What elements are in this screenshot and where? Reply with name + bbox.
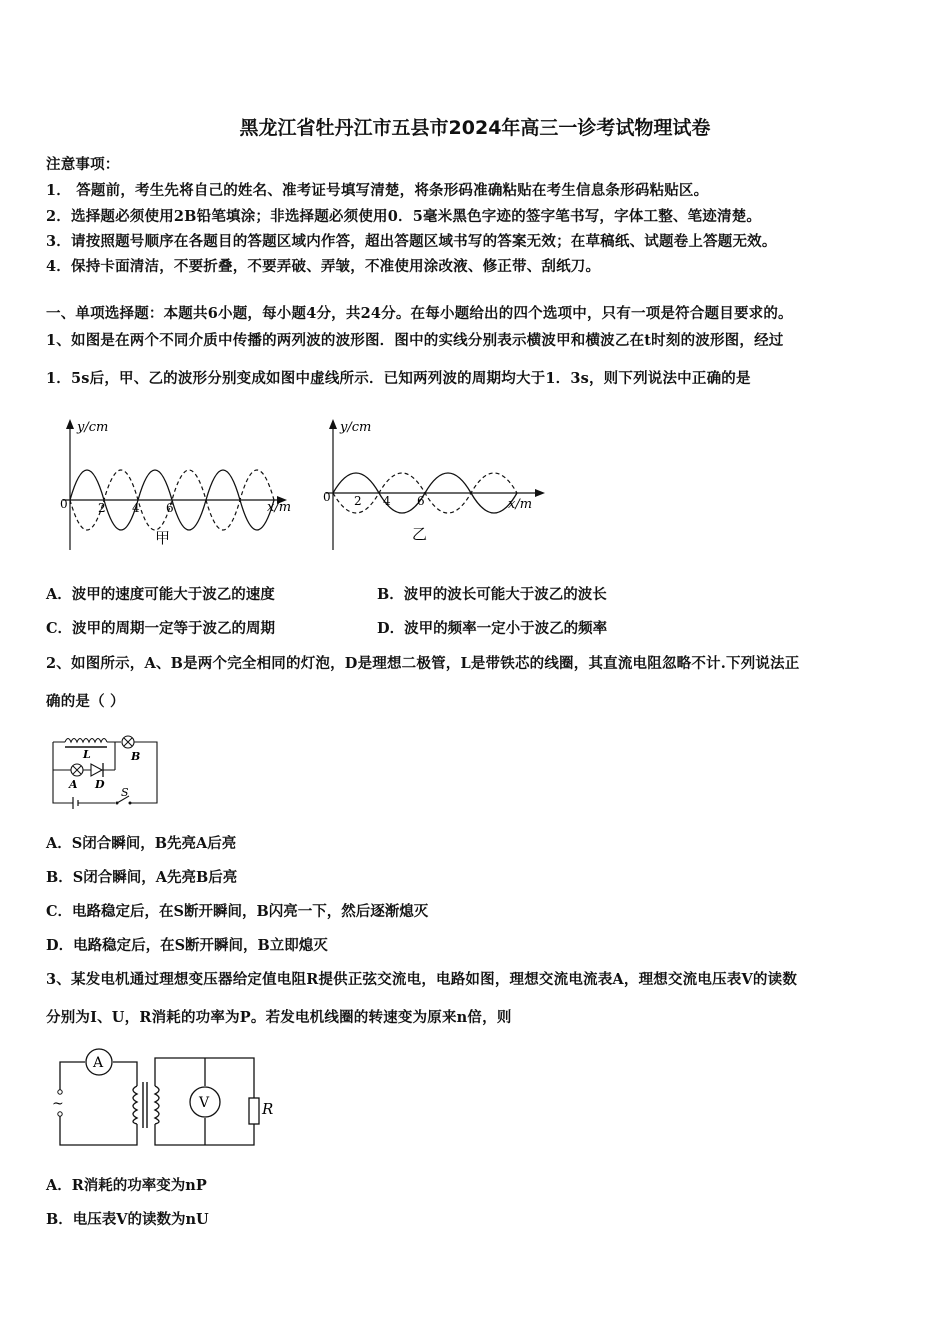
q1-left-tick-2: 2: [98, 501, 106, 515]
q2-label-S: S: [121, 786, 129, 799]
q3-circuit-diagram: [45, 1042, 285, 1152]
q1-right-tick-2: 2: [354, 494, 362, 508]
q3-source-symbol: ~: [52, 1096, 64, 1112]
q1-option-a[interactable]: A．波甲的速度可能大于波乙的速度: [46, 586, 275, 603]
q2-label-A: A: [69, 778, 78, 791]
q2-option-d[interactable]: D．电路稳定后，在S断开瞬间，B立即熄灭: [46, 937, 328, 954]
q3-stem-line1: 3、某发电机通过理想变压器给定值电阻R提供正弦交流电，电路如图，理想交流电流表A，理想交流电压表V的读数: [46, 971, 798, 988]
q1-left-caption: 甲: [155, 529, 171, 547]
q1-left-tick-6: 6: [166, 501, 174, 515]
q3-resistor-label: R: [262, 1100, 274, 1118]
q2-option-a[interactable]: A．S闭合瞬间，B先亮A后亮: [46, 835, 237, 852]
q3-option-a[interactable]: A．R消耗的功率变为nP: [46, 1177, 207, 1194]
q2-label-B: B: [131, 750, 141, 763]
notice-item-3: 3．请按照题号顺序在各题目的答题区域内作答，超出答题区域书写的答案无效；在草稿纸、试题卷上答题无效。: [46, 233, 777, 250]
notice-item-2: 2．选择题必须使用2B铅笔填涂；非选择题必须使用0．5毫米黑色字迹的签字笔书写，字体工整、笔迹清楚。: [46, 208, 762, 225]
section-heading: 一、单项选择题：本题共6小题，每小题4分，共24分。在每小题给出的四个选项中，只有一项是符合题目要求的。: [46, 305, 793, 322]
q1-right-tick-6: 6: [417, 494, 425, 508]
q2-option-c[interactable]: C．电路稳定后，在S断开瞬间，B闪亮一下，然后逐渐熄灭: [46, 903, 429, 920]
q1-left-origin: 0: [60, 497, 68, 511]
q1-stem-line1: 1、如图是在两个不同介质中传播的两列波的波形图．图中的实线分别表示横波甲和横波乙在t时刻的波形图，经过: [46, 332, 784, 349]
q2-circuit-diagram: [45, 730, 165, 810]
q3-ammeter-label: A: [93, 1055, 104, 1071]
q2-label-L: L: [83, 748, 91, 761]
notice-item-1: 1． 答题前，考生先将自己的姓名、准考证号填写清楚，将条形码准确粘贴在考生信息条形码粘贴区。: [46, 182, 709, 199]
q1-left-ylabel: y/cm: [77, 420, 109, 435]
q1-option-c[interactable]: C．波甲的周期一定等于波乙的周期: [46, 620, 276, 637]
q1-option-b[interactable]: B．波甲的波长可能大于波乙的波长: [377, 586, 607, 603]
q1-right-ylabel: y/cm: [340, 420, 372, 435]
q1-option-d[interactable]: D．波甲的频率一定小于波乙的频率: [377, 620, 608, 637]
q1-right-caption: 乙: [412, 525, 428, 543]
q1-right-tick-4: 4: [383, 494, 391, 508]
q1-right-xlabel: x/m: [508, 497, 533, 512]
page-title: 黑龙江省牡丹江市五县市2024年高三一诊考试物理试卷: [239, 117, 711, 139]
q2-stem-line2: 确的是（ ）: [46, 693, 125, 710]
q1-left-tick-4: 4: [132, 501, 140, 515]
notice-heading: 注意事项：: [46, 156, 120, 173]
q1-right-origin: 0: [323, 490, 331, 504]
notice-item-4: 4．保持卡面清洁，不要折叠，不要弄破、弄皱，不准使用涂改液、修正带、刮纸刀。: [46, 258, 601, 275]
q2-option-b[interactable]: B．S闭合瞬间，A先亮B后亮: [46, 869, 238, 886]
q3-option-b[interactable]: B．电压表V的读数为nU: [46, 1211, 209, 1228]
q1-left-xlabel: x/m: [267, 500, 292, 515]
q3-stem-line2: 分别为I、U，R消耗的功率为P。若发电机线圈的转速变为原来n倍，则: [46, 1009, 512, 1026]
q3-voltmeter-label: V: [199, 1095, 210, 1111]
q1-wave-figure-right: [318, 415, 558, 555]
q1-wave-figure-left: [55, 415, 305, 555]
q1-stem-line2: 1．5s后，甲、乙的波形分别变成如图中虚线所示．已知两列波的周期均大于1．3s，则下列说法中正确的是: [46, 370, 751, 387]
q2-label-D: D: [95, 778, 105, 791]
q2-stem-line1: 2、如图所示，A、B是两个完全相同的灯泡，D是理想二极管，L是带铁芯的线圈，其直流电阻忽略不计.下列说法正: [46, 655, 800, 672]
